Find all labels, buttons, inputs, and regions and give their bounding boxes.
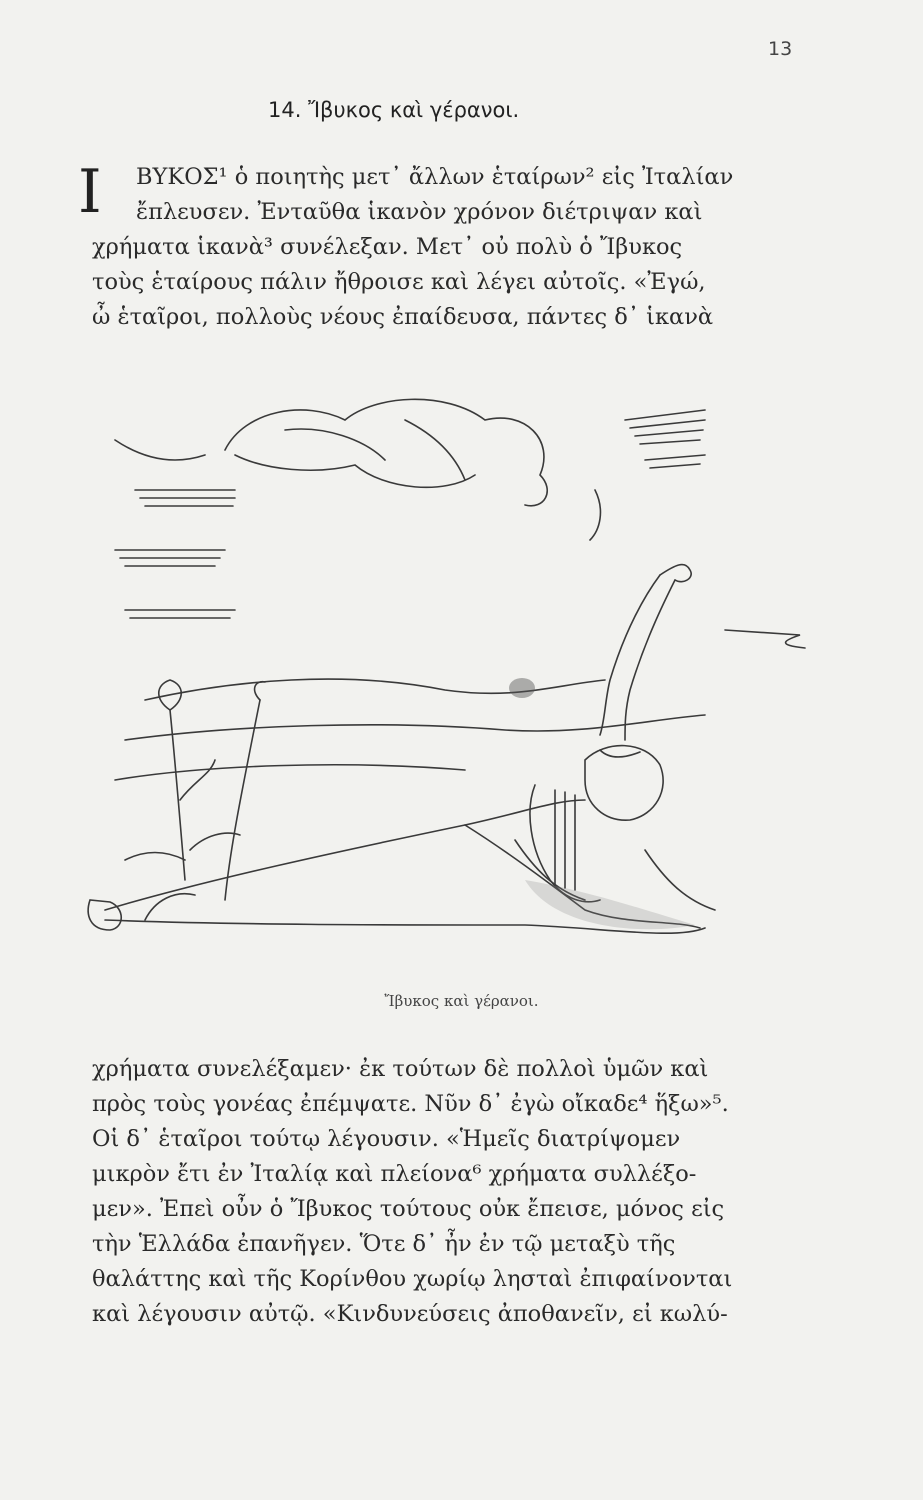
paragraph-2-line-5: μεν». Ἐπεὶ οὖν ὁ Ἴβυκος τούτους οὐκ ἔπεισε, μόνος εἰς: [92, 1196, 725, 1222]
paragraph-2-line-8: καὶ λέγουσιν αὐτῷ. «Κινδυνεύσεις ἀποθανεῖν, εἰ κωλύ-: [92, 1301, 728, 1327]
paragraph-2-line-6: τὴν Ἑλλάδα ἐπανῆγεν. Ὅτε δ᾽ ἦν ἐν τῷ μεταξὺ τῆς: [92, 1231, 676, 1257]
paragraph-1-line-2: ἔπλευσεν. Ἐνταῦθα ἱκανὸν χρόνον διέτριψαν καὶ: [136, 199, 703, 225]
paragraph-2-line-7: θαλάττης καὶ τῆς Κορίνθου χωρίῳ λησταὶ ἐπιφαίνονται: [92, 1266, 733, 1292]
paragraph-2: [92, 1052, 817, 1332]
illustration-caption: Ἴβυκος καὶ γέρανοι.: [384, 992, 539, 1010]
paragraph-2-line-3: Οἱ δ᾽ ἑταῖροι τούτῳ λέγουσιν. «Ἡμεῖς διατρίψομεν: [92, 1126, 681, 1152]
paragraph-2-line-2: πρὸς τοὺς γονέας ἐπέμψατε. Νῦν δ᾽ ἐγὼ οἴκαδε⁴ ἥξω»⁵.: [92, 1091, 729, 1117]
illustration-ibykos-lying: [85, 380, 825, 980]
paragraph-1: [92, 160, 817, 335]
drop-cap: Ι: [78, 157, 102, 227]
paragraph-1-line-1: ΒΥΚΟΣ¹ ὁ ποιητὴς μετ᾽ ἄλλων ἑταίρων² εἰς Ἰταλίαν: [136, 164, 734, 190]
paragraph-2-line-1: χρήματα συνελέξαμεν· ἐκ τούτων δὲ πολλοὶ ὑμῶν καὶ: [92, 1056, 709, 1082]
page-number: 13: [768, 38, 793, 60]
paragraph-2-line-4: μικρὸν ἔτι ἐν Ἰταλίᾳ καὶ πλείονα⁶ χρήματα συλλέξο-: [92, 1161, 697, 1187]
paragraph-1-line-4: τοὺς ἑταίρους πάλιν ἤθροισε καὶ λέγει αὐτοῖς. «Ἐγώ,: [92, 269, 706, 295]
paragraph-1-line-5: ὦ ἑταῖροι, πολλοὺς νέους ἐπαίδευσα, πάντες δ᾽ ἱκανὰ: [92, 304, 714, 330]
paragraph-1-line-3: χρήματα ἱκανὰ³ συνέλεξαν. Μετ᾽ οὐ πολὺ ὁ Ἴβυκος: [92, 234, 683, 260]
chapter-title: 14. Ἴβυκος καὶ γέρανοι.: [268, 98, 520, 122]
